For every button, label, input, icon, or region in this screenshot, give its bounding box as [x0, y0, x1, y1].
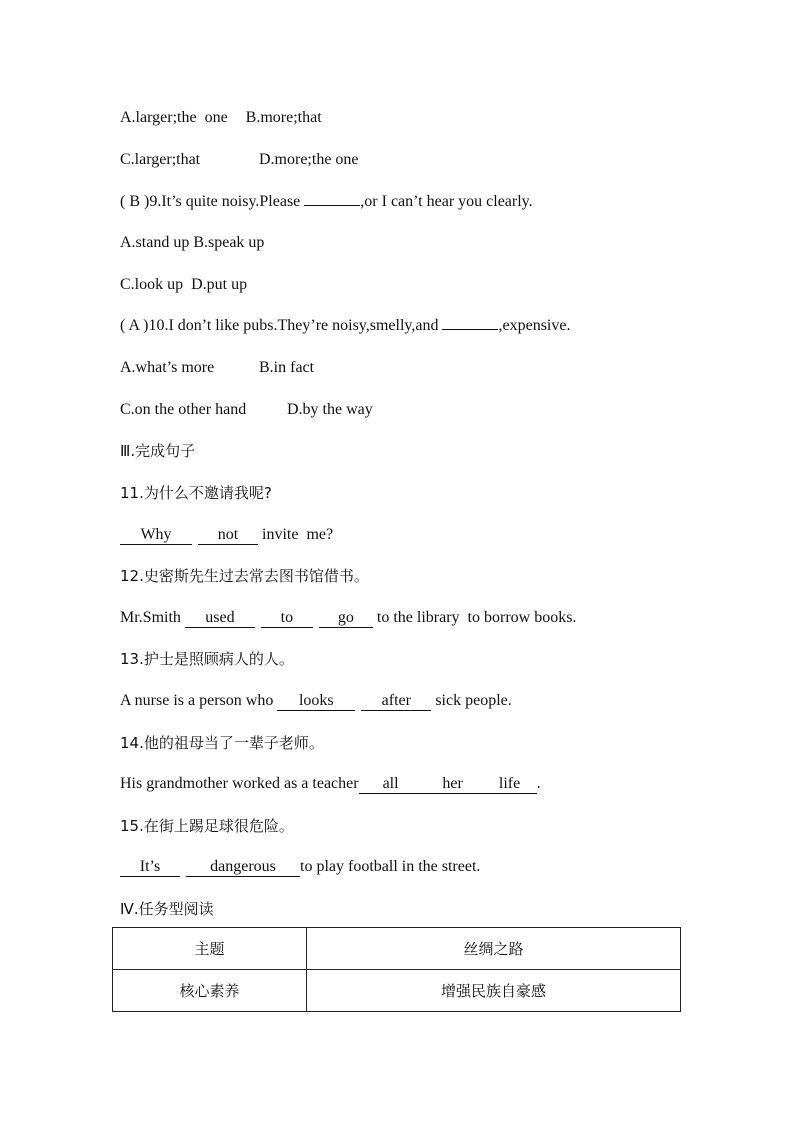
q8-options-row2 [120, 150, 359, 170]
q9-stem [120, 192, 533, 212]
q14-head: His grandmother worked as a teacher [120, 775, 359, 792]
q15-prompt: 15.在街上踢足球很危险。 [120, 817, 294, 835]
q10-option-b: B.in fact [259, 359, 315, 376]
q11-prompt: 11.为什么不邀请我呢? [120, 484, 272, 502]
q12-blank-1[interactable]: used [185, 609, 255, 628]
q11-tail: invite me? [258, 526, 334, 543]
q10-option-a: A.what’s more [120, 359, 215, 376]
q15-answer-line [120, 857, 480, 877]
table-cell-value: 增强民族自豪感 [307, 970, 681, 1012]
table-row [113, 970, 681, 1012]
section3-title: Ⅲ.完成句子 [120, 442, 196, 460]
q9-blank[interactable] [304, 205, 360, 206]
q14-tail: . [536, 775, 541, 792]
table-cell-label: 核心素养 [113, 970, 307, 1012]
q11-blank-2[interactable]: not [198, 526, 258, 545]
q13-head: A nurse is a person who [120, 692, 278, 709]
q15-blank-1[interactable]: It’s [120, 858, 180, 877]
q8-options-row1 [120, 108, 322, 128]
q9-stem-before: 9.It’s quite noisy.Please [149, 193, 305, 210]
q9-answer: ( B ) [120, 193, 150, 210]
q9-options-row2: C.look up D.put up [120, 276, 248, 293]
q8-option-b: B.more;that [245, 109, 322, 126]
q13-prompt: 13.护士是照顾病人的人。 [120, 650, 294, 668]
q13-answer-line [120, 691, 512, 711]
q10-stem-after: ,expensive. [498, 317, 571, 334]
q13-tail: sick people. [431, 692, 512, 709]
q12-tail: to the library to borrow books. [372, 609, 577, 626]
table-cell-value: 丝绸之路 [307, 928, 681, 970]
table-row [113, 928, 681, 970]
q8-option-c: C.larger;that [120, 151, 201, 168]
table-cell-label: 主题 [113, 928, 307, 970]
q8-option-a: A.larger;the one [120, 109, 228, 126]
q10-stem-before: 10.I don’t like pubs.They’re noisy,smelly,and [148, 317, 443, 334]
q14-prompt: 14.他的祖母当了一辈子老师。 [120, 734, 324, 752]
q12-answer-line [120, 608, 576, 628]
q8-option-d: D.more;the one [259, 151, 359, 168]
q14-blank-1[interactable]: all [359, 775, 423, 794]
q11-answer-line [120, 525, 333, 545]
q12-blank-3[interactable]: go [319, 609, 373, 628]
q14-blank-2[interactable]: her [423, 775, 483, 794]
section4-title: Ⅳ.任务型阅读 [120, 900, 214, 918]
q13-blank-1[interactable]: looks [277, 692, 355, 711]
q13-blank-2[interactable]: after [361, 692, 431, 711]
q10-blank[interactable] [442, 329, 498, 330]
q10-option-c: C.on the other hand [120, 401, 247, 418]
q15-tail: to play football in the street. [300, 858, 481, 875]
q12-blank-2[interactable]: to [261, 609, 313, 628]
q12-prompt: 12.史密斯先生过去常去图书馆借书。 [120, 567, 369, 585]
q15-blank-2[interactable]: dangerous [186, 858, 300, 877]
q14-blank-3[interactable]: life [483, 775, 537, 794]
q9-options-row1: A.stand up B.speak up [120, 234, 265, 251]
q10-answer: ( A ) [120, 317, 149, 334]
q10-stem [120, 316, 570, 336]
q11-blank-1[interactable]: Why [120, 526, 192, 545]
q9-stem-after: ,or I can’t hear you clearly. [360, 193, 533, 210]
q14-answer-line [120, 774, 541, 794]
q10-options-row1 [120, 358, 314, 378]
q10-options-row2 [120, 400, 373, 420]
q12-head: Mr.Smith [120, 609, 185, 626]
task-table [112, 927, 681, 1012]
q10-option-d: D.by the way [287, 401, 373, 418]
